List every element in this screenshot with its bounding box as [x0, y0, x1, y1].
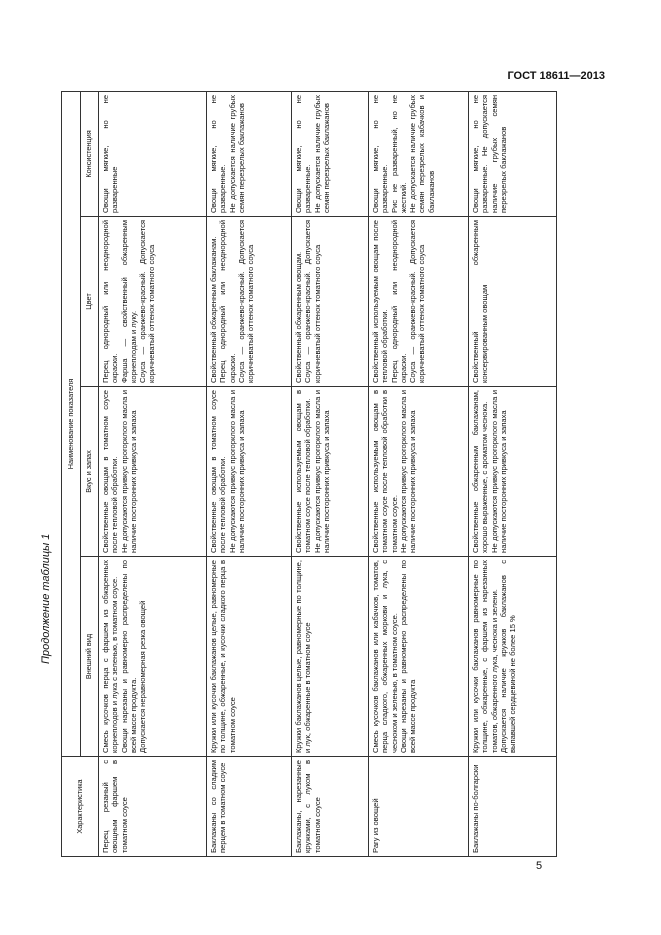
cell-consistency: Овощи мягкие, но не разваренные. Рис не разваренный, но не жесткий. Не допускается наличие грубых семян перезрелых кабачков и баклажанов — [369, 91, 469, 216]
cell-color: Свойственный используемым овощам после тепловой обработки. Перец однородный или неоднородной окраски. Соуса — оранжево-красный. Допускается коричневатый оттенок томатного соуса — [369, 217, 469, 387]
cell-appearance: Смесь кусочков перца с фаршем из обжаренных корнеплодов и лука с зеленью, в томатном соусе. Овощи нарезаны и равномерно распределены по всей массе продукта. Допускается неравномерная резка овощей — [99, 557, 207, 757]
cell-characteristic: Баклажаны, нарезанные кружками, с луком в томатном соусе — [292, 757, 369, 857]
quality-indicators-table — [61, 91, 557, 857]
header-characteristic: Характеристика — [62, 757, 99, 857]
table-row — [369, 91, 469, 856]
cell-taste: Свойственные овощам в томатном соусе после тепловой обработки. Не допускаются привкус прогорклого масла и наличие посторонних привкуса и запаха — [99, 387, 207, 557]
cell-taste: Свойственные используемым овощам в томатном соусе после тепловой обработки в томатном соусе. Не допускаются привкус прогорклого масла и наличие посторонних привкуса и запаха — [369, 387, 469, 557]
rotated-table-wrapper — [61, 92, 550, 857]
table-continuation-caption: Продолжение таблицы 1 — [40, 533, 52, 664]
cell-appearance: Кружки или кусочки баклажанов равномерные по толщине, обжаренные, с фаршем из нарезанных томатов, обжаренного лука, чеснока и зелени. Допускается наличие кружков баклажанов с выпавшей сердцевиной не более 15 % — [469, 557, 557, 757]
cell-consistency: Овощи мягкие, но не разваренные. Не допускается наличие грубых семян перезрелых баклажанов — [207, 91, 292, 216]
header-indicator-group: Наименование показателя — [62, 91, 81, 756]
cell-appearance: Кружки или кусочки баклажанов целые, равномерные по толщине, обжаренные, и кусочки сладкого перца в томатном соусе — [207, 557, 292, 757]
cell-appearance: Смесь кусочков баклажанов или кабачков, томатов, перца сладкого, обжаренных моркови и лука, с чесноком и зеленью, в томатном соусе. Овощи нарезаны и равномерно распределены по всей массе продукта — [369, 557, 469, 757]
page-number: 5 — [536, 860, 543, 872]
cell-taste: Свойственные обжаренным баклажанам, хорошо выраженные, с ароматом чеснока. Не допускаются привкус прогорклого масла и наличие посторонних привкуса и запаха — [469, 387, 557, 557]
cell-characteristic: Рагу из овощей — [369, 757, 469, 857]
cell-color: Свойственный обжаренным баклажанам. Перец однородный или неоднородной окраски. Соуса — оранжево-красный. Допускается коричневатый оттенок томатного соуса — [207, 217, 292, 387]
cell-taste: Свойственные овощам в томатном соусе после тепловой обработки. Не допускаются привкус прогорклого масла и наличие посторонних привкуса и запаха — [207, 387, 292, 557]
header-color: Цвет — [81, 217, 99, 387]
cell-characteristic: Баклажаны по-болгарски — [469, 757, 557, 857]
cell-color: Свойственный обжаренным овощам. Соуса — оранжево-красный. Допускается коричневатый оттенок томатного соуса — [292, 217, 369, 387]
standard-number: ГОСТ 18611—2013 — [507, 70, 605, 82]
cell-consistency: Овощи мягкие, но не разваренные. Не допускается наличие грубых семян перезрелых баклажанов — [292, 91, 369, 216]
table-row — [292, 91, 369, 856]
table-row — [99, 91, 207, 856]
table-row — [207, 91, 292, 856]
cell-taste: Свойственные используемым овощам в томатном соусе после тепловой обработки. Не допускаются привкус прогорклого масла и наличие посторонних привкуса и запаха — [292, 387, 369, 557]
cell-characteristic: Перец резаный с овощным фаршем в томатном соусе — [99, 757, 207, 857]
header-consistency: Консистенция — [81, 91, 99, 216]
table-row — [469, 91, 557, 856]
header-appearance: Внешний вид — [81, 557, 99, 757]
cell-color: Свойственный обжаренным консервированным овощам — [469, 217, 557, 387]
cell-appearance: Кружки баклажанов целые, равномерные по толщине, и лук, обжаренные в томатном соусе — [292, 557, 369, 757]
header-taste: Вкус и запах — [81, 387, 99, 557]
cell-consistency: Овощи мягкие, но не разваренные. Не допускается наличие грубых семян перезрелых баклажанов — [469, 91, 557, 216]
cell-characteristic: Баклажаны со сладким перцем в томатном соусе — [207, 757, 292, 857]
cell-consistency: Овощи мягкие, но не разваренные — [99, 91, 207, 216]
cell-color: Перец однородный или неоднородной окраски. Фарша — свойственный обжаренным корнеплодам и луку. Соуса — оранжево-красный. Допускается коричневатый оттенок томатного соуса — [99, 217, 207, 387]
